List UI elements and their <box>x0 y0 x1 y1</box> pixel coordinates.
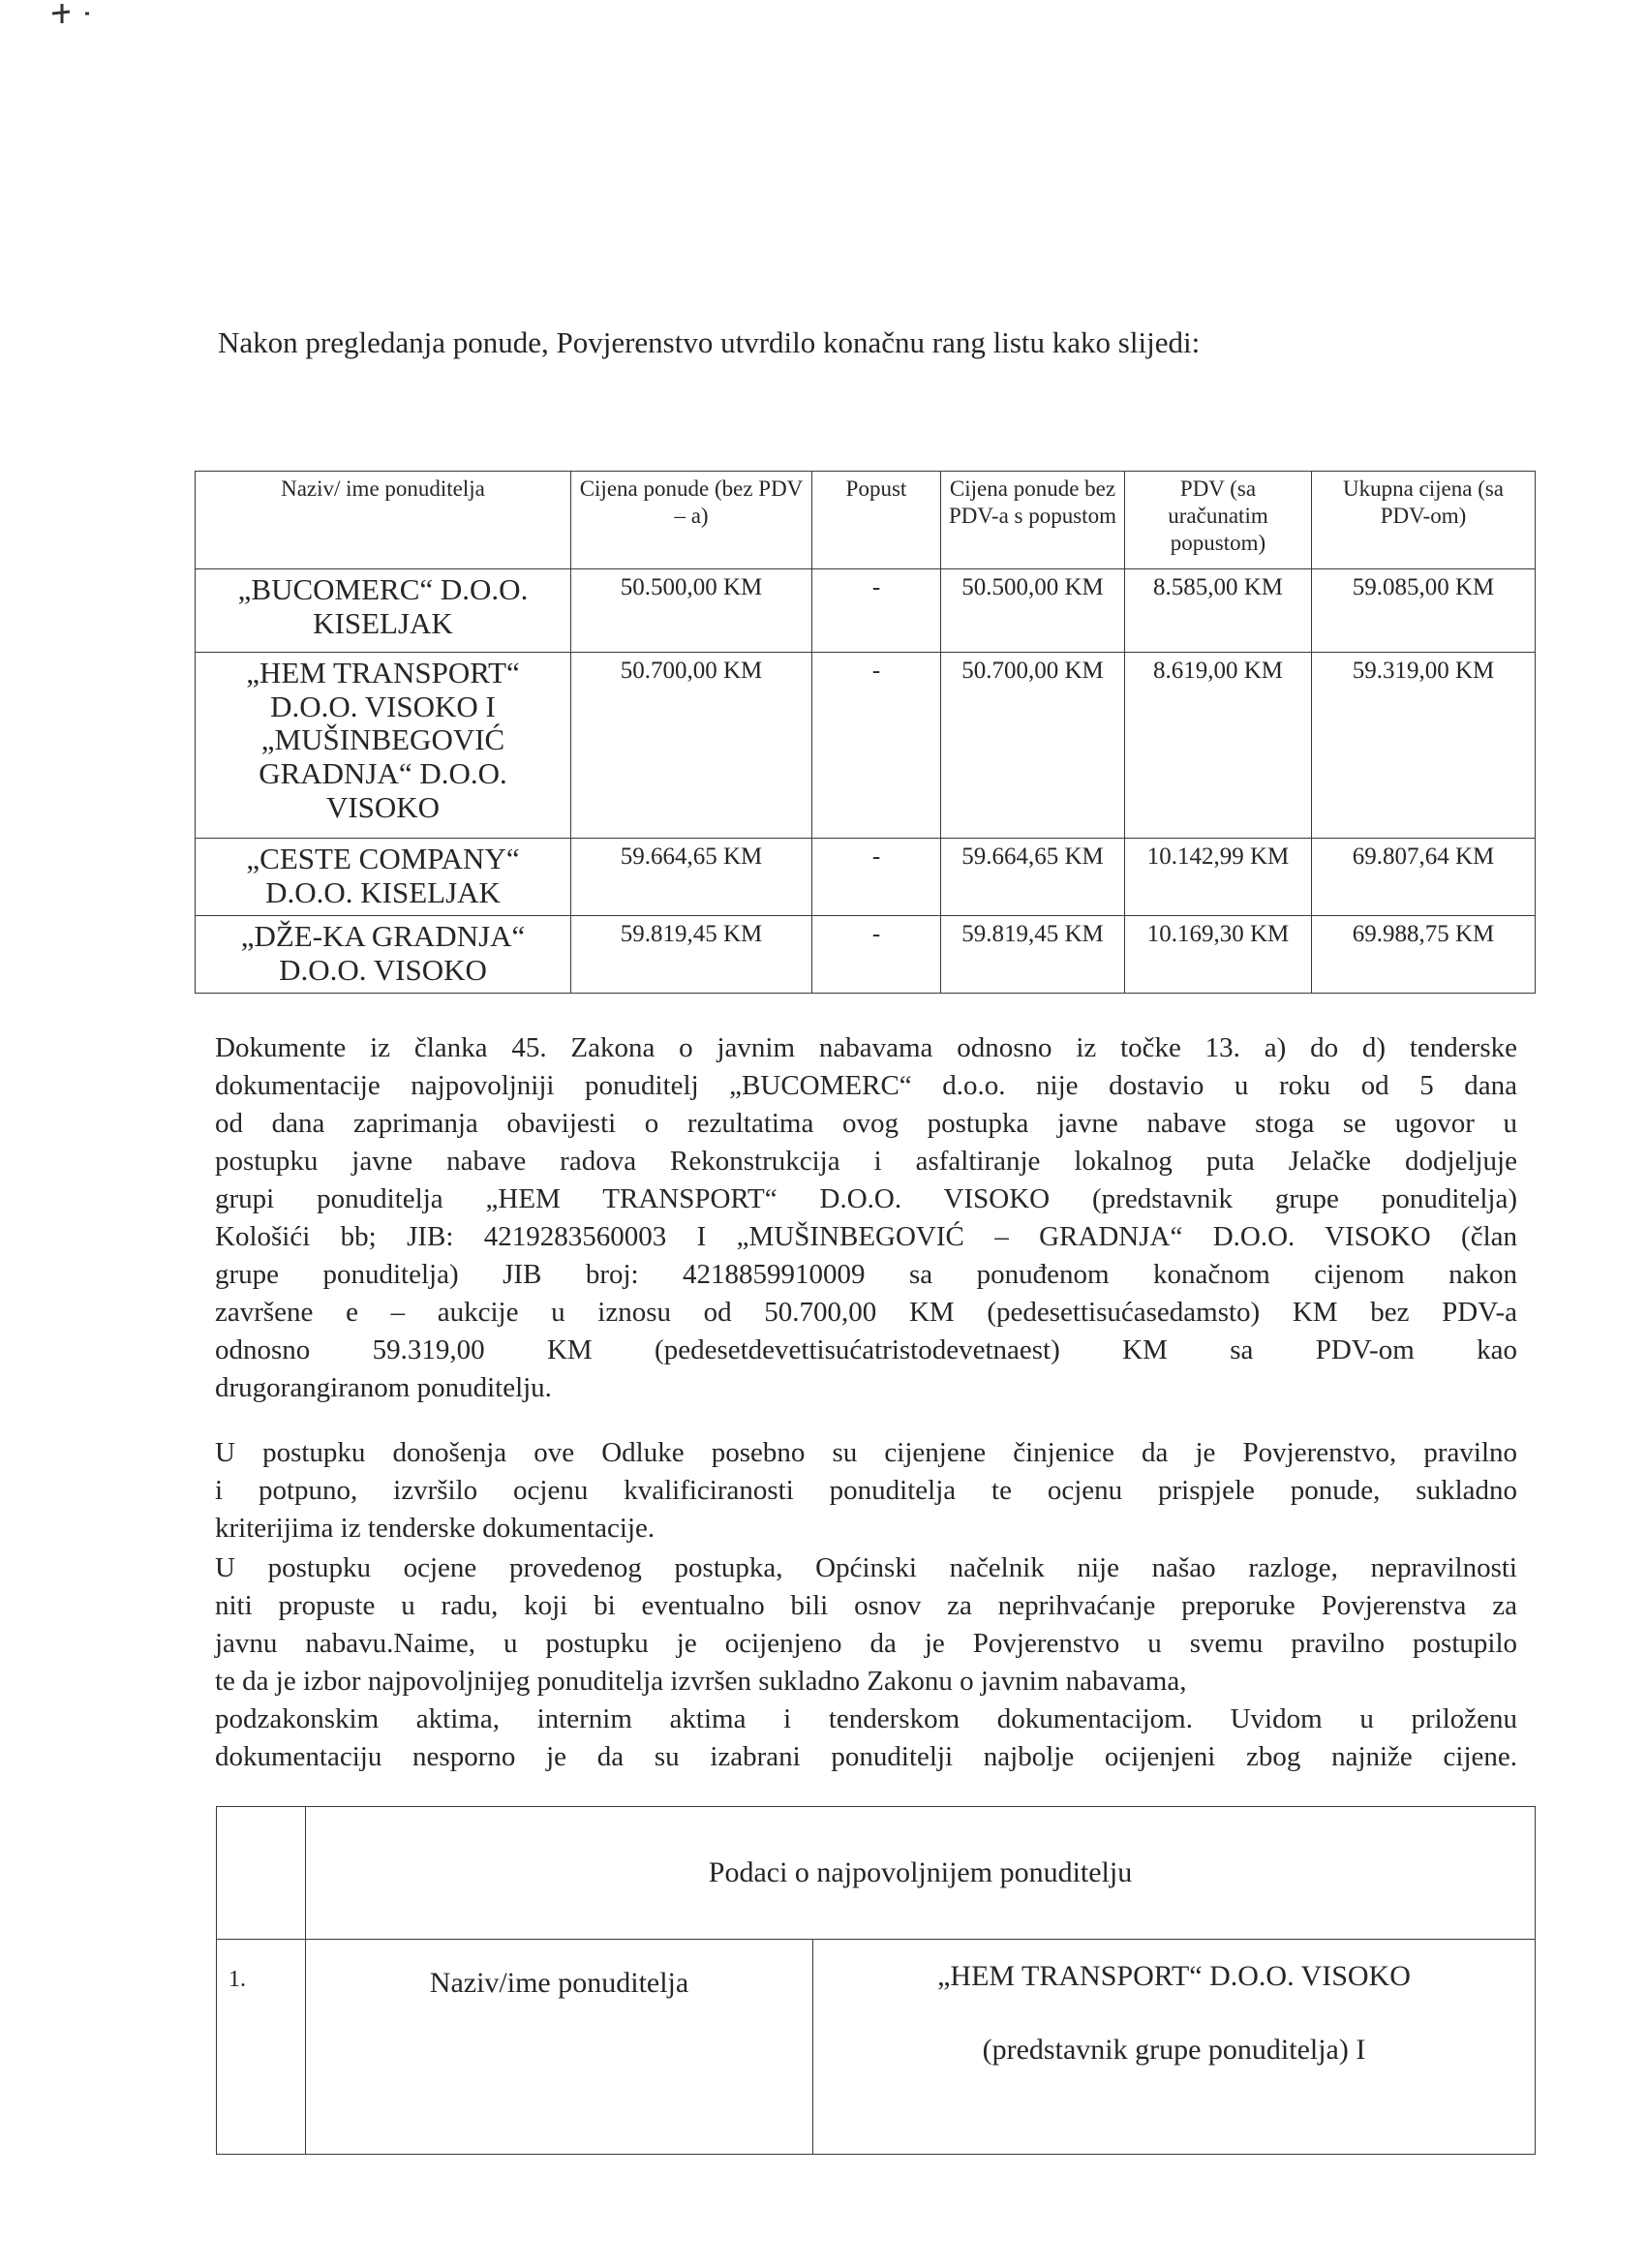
paragraph-line: kriterijima iz tenderske dokumentacije. <box>215 1513 655 1544</box>
bid-total: 59.319,00 KM <box>1312 653 1536 839</box>
header-price-with-discount: Cijena ponude bez PDV-a s popustom <box>941 472 1125 569</box>
bid-price: 50.700,00 KM <box>571 653 812 839</box>
paragraph-line: drugorangiranom ponuditelju. <box>215 1372 552 1403</box>
bid-vat: 10.169,30 KM <box>1125 916 1312 994</box>
bidder-name: „CESTE COMPANY“ D.O.O. KISELJAK <box>196 839 571 916</box>
intro-text: Nakon pregledanja ponude, Povjerenstvo utvrdilo konačnu rang listu kako slijedi: <box>218 325 1201 359</box>
bidder-name-value <box>813 1940 1536 2155</box>
row-number: 1. <box>217 1940 306 2155</box>
bid-price: 59.819,45 KM <box>571 916 812 994</box>
table-row <box>196 653 1536 839</box>
paragraph-line: U postupku donošenja ove Odluke posebno su cijenjene činjenice da je Povjerenstvo, pravilno <box>215 1437 1517 1468</box>
bid-discount: - <box>812 916 941 994</box>
header-bidder-name: Naziv/ ime ponuditelja <box>196 472 571 569</box>
header-vat: PDV (sa uračunatim popustom) <box>1125 472 1312 569</box>
paragraph-line: postupku javne nabave radova Rekonstrukcija i asfaltiranje lokalnog puta Jelačke dodjeljuje <box>215 1146 1517 1177</box>
table-row <box>196 569 1536 653</box>
bid-discount: - <box>812 569 941 653</box>
award-paragraph <box>215 1029 1517 1407</box>
paragraph-line: završene e – aukcije u iznosu od 50.700,00 KM (pedesettisućasedamsto) KM bez PDV-a <box>215 1297 1517 1328</box>
bid-price-discount: 50.700,00 KM <box>941 653 1125 839</box>
paragraph-line: Kološići bb; JIB: 4219283560003 I „MUŠINBEGOVIĆ – GRADNJA“ D.O.O. VISOKO (član <box>215 1221 1517 1252</box>
bid-price-discount: 59.819,45 KM <box>941 916 1125 994</box>
paragraph-line: te da je izbor najpovoljnijeg ponuditelja izvršen sukladno Zakonu o javnim nabavama, <box>215 1666 1187 1697</box>
paragraph-line: U postupku ocjene provedenog postupka, Općinski načelnik nije našao razloge, nepravilnosti <box>215 1552 1517 1583</box>
corner-scan-mark <box>46 0 105 29</box>
table-row <box>196 839 1536 916</box>
bidder-name: „DŽE-KA GRADNJA“ D.O.O. VISOKO <box>196 916 571 994</box>
empty-cell <box>217 1807 306 1940</box>
paragraph-line: podzakonskim aktima, internim aktima i tenderskom dokumentacijom. Uvidom u priloženu <box>215 1703 1517 1734</box>
bid-discount: - <box>812 839 941 916</box>
table-row <box>196 916 1536 994</box>
bidder-name: „HEM TRANSPORT“ D.O.O. VISOKO I „MUŠINBEGOVIĆ GRADNJA“ D.O.O. VISOKO <box>196 653 571 839</box>
header-total: Ukupna cijena (sa PDV-om) <box>1312 472 1536 569</box>
bid-price-discount: 50.500,00 KM <box>941 569 1125 653</box>
paragraph-line: grupe ponuditelja) JIB broj: 4218859910009 sa ponuđenom konačnom cijenom nakon <box>215 1259 1517 1290</box>
paragraph-line: odnosno 59.319,00 KM (pedesetdevettisućatristodevetnaest) KM sa PDV-om kao <box>215 1334 1517 1365</box>
bidder-role-line: (predstavnik grupe ponuditelja) I <box>982 2034 1366 2066</box>
bid-total: 69.807,64 KM <box>1312 839 1536 916</box>
ranking-header-row <box>196 472 1536 569</box>
bid-total: 59.085,00 KM <box>1312 569 1536 653</box>
paragraph-line: od dana zaprimanja obavijesti o rezultatima ovog postupka javne nabave stoga se ugovor u <box>215 1108 1517 1139</box>
bid-total: 69.988,75 KM <box>1312 916 1536 994</box>
paragraph-line: niti propuste u radu, koji bi eventualno bili osnov za neprihvaćanje preporuke Povjerenstva za <box>215 1590 1517 1621</box>
paragraph-line: grupi ponuditelja „HEM TRANSPORT“ D.O.O. VISOKO (predstavnik grupe ponuditelja) <box>215 1183 1517 1214</box>
paragraph-line: Dokumente iz članka 45. Zakona o javnim nabavama odnosno iz točke 13. a) do d) tenderske <box>215 1032 1517 1063</box>
table-row <box>217 1940 1536 2155</box>
bidder-name-line: „HEM TRANSPORT“ D.O.O. VISOKO <box>937 1960 1411 1992</box>
bidder-name-label: Naziv/ime ponuditelja <box>306 1940 813 2155</box>
paragraph-line: dokumentaciju nesporno je da su izabrani ponuditelji najbolje ocijenjeni zbog najniže cijene. <box>215 1741 1517 1772</box>
bid-vat: 10.142,99 KM <box>1125 839 1312 916</box>
bidder-name: „BUCOMERC“ D.O.O. KISELJAK <box>196 569 571 653</box>
bid-vat: 8.619,00 KM <box>1125 653 1312 839</box>
best-bidder-header-row <box>217 1807 1536 1940</box>
evaluation-paragraph <box>215 1434 1517 1548</box>
paragraph-line: dokumentacije najpovoljniji ponuditelj „BUCOMERC“ d.o.o. nije dostavio u roku od 5 dana <box>215 1070 1517 1101</box>
bid-price: 50.500,00 KM <box>571 569 812 653</box>
ranking-table <box>195 471 1536 994</box>
review-paragraph <box>215 1549 1517 1776</box>
bid-price: 59.664,65 KM <box>571 839 812 916</box>
header-price: Cijena ponude (bez PDV – a) <box>571 472 812 569</box>
best-bidder-table <box>216 1806 1536 2155</box>
bid-discount: - <box>812 653 941 839</box>
bid-price-discount: 59.664,65 KM <box>941 839 1125 916</box>
bid-vat: 8.585,00 KM <box>1125 569 1312 653</box>
paragraph-line: i potpuno, izvršilo ocjenu kvalificiranosti ponuditelja te ocjenu prispjele ponude, sukladno <box>215 1475 1517 1506</box>
best-bidder-title: Podaci o najpovoljnijem ponuditelju <box>306 1807 1536 1940</box>
header-discount: Popust <box>812 472 941 569</box>
paragraph-line: javnu nabavu.Naime, u postupku je ocijenjeno da je Povjerenstvo u svemu pravilno postupilo <box>215 1628 1517 1659</box>
